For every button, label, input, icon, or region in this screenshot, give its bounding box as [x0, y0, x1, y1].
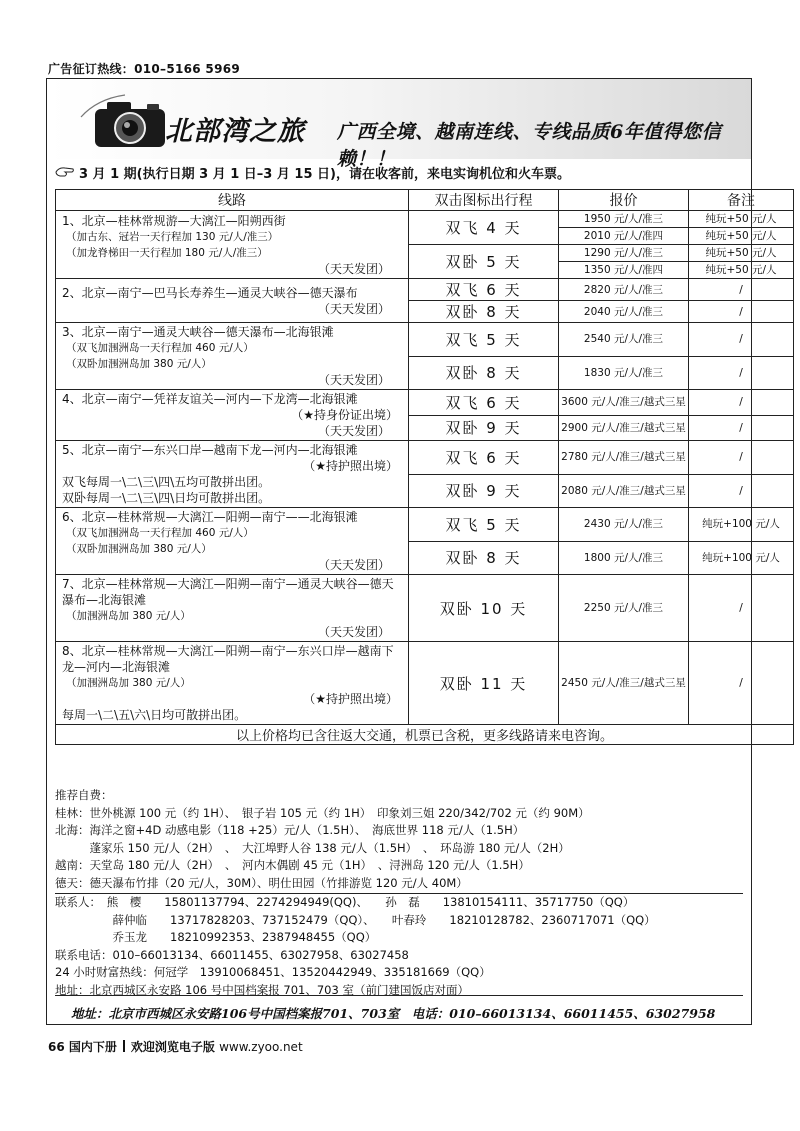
section-name: 国内下册 — [68, 1040, 117, 1054]
trip-option[interactable]: 双卧 8 天 — [409, 541, 559, 575]
table-row — [56, 575, 794, 642]
footer-divider — [123, 1040, 125, 1052]
remark-cell: / — [689, 441, 794, 475]
route-cell — [56, 508, 409, 575]
remark-cell: / — [689, 390, 794, 416]
trip-option[interactable]: 双卧 5 天 — [409, 245, 559, 279]
route-cell — [56, 642, 409, 725]
table-header-row — [56, 190, 794, 211]
extras-section — [55, 787, 743, 999]
remark-cell: 纯玩+50 元/人 — [689, 228, 794, 245]
trip-option[interactable]: 双卧 9 天 — [409, 415, 559, 441]
trip-option[interactable]: 双卧 8 天 — [409, 356, 559, 390]
route-extra: 双飞每周一\二\三\四\五均可散拼出团。 — [62, 475, 271, 489]
route-title: 4、北京—南宁—凭祥友谊关—河内—下龙湾—北海银滩 — [62, 392, 358, 406]
table-row — [56, 390, 794, 416]
contact-line: 乔玉龙 18210992353、2387948455（QQ） — [55, 930, 377, 944]
contact-line: 24 小时财富热线：何冠学 13910068451、13520442949、335181669（QQ） — [55, 965, 491, 979]
price-cell: 2040 元/人/准三 — [559, 301, 689, 323]
page-footer — [48, 1038, 303, 1055]
contact-line: 联系电话：010–66013134、66011455、63027958、63027458 — [55, 947, 409, 962]
table-row — [56, 642, 794, 725]
remark-cell: / — [689, 575, 794, 642]
routes-table — [55, 189, 794, 745]
header-days: 双击图标出行程 — [409, 190, 559, 211]
route-sub: （双卧加涠洲岛加 380 元/人） — [66, 358, 212, 370]
price-cell: 2430 元/人/准三 — [559, 508, 689, 542]
extras-title: 推荐自费： — [55, 788, 113, 802]
route-cell — [56, 279, 409, 323]
trip-option[interactable]: 双飞 5 天 — [409, 323, 559, 357]
trip-option[interactable]: 双飞 5 天 — [409, 508, 559, 542]
camera-icon — [77, 91, 177, 149]
trip-option[interactable]: 双飞 6 天 — [409, 390, 559, 416]
route-cell — [56, 575, 409, 642]
pointing-hand-icon — [55, 166, 75, 178]
route-sub: （加龙脊梯田一天行程加 180 元/人/准三） — [66, 246, 268, 259]
price-cell: 2540 元/人/准三 — [559, 323, 689, 357]
route-cell — [56, 390, 409, 441]
remark-cell: 纯玩+50 元/人 — [689, 245, 794, 262]
brand-title: 北部湾之旅 — [165, 116, 305, 147]
table-row — [56, 279, 794, 301]
route-sub: （加涠洲岛加 380 元/人） — [66, 677, 191, 689]
remark-cell: / — [689, 301, 794, 323]
ad-banner — [47, 79, 751, 170]
extras-line: 北海：海洋之窗+4D 动感电影（118 +25）元/人（1.5H）、 海底世界 118 元/人（1.5H） — [55, 823, 525, 837]
remark-cell: / — [689, 279, 794, 301]
trip-option[interactable]: 双飞 4 天 — [409, 211, 559, 245]
route-note: （★持护照出境） — [303, 692, 398, 706]
route-cell — [56, 441, 409, 508]
route-daily: （天天发团） — [317, 261, 390, 276]
trip-option[interactable]: 双卧 8 天 — [409, 301, 559, 323]
price-cell: 1800 元/人/准三 — [559, 541, 689, 575]
extras-line: 桂林：世外桃源 100 元（约 1H）、 银子岩 105 元（约 1H） 印象刘三姐 220/342/702 元（约 90M） — [55, 805, 590, 820]
header-price: 报价 — [559, 190, 689, 211]
price-cell: 3600 元/人/准三/越式三星 — [559, 390, 689, 416]
price-cell: 1950 元/人/准三 — [559, 211, 689, 228]
header-route: 线路 — [56, 190, 409, 211]
extras-line: 越南：天堂岛 180 元/人（2H） 、 河内木偶剧 45 元（1H） 、浔洲岛 120 元/人（1.5H） — [55, 858, 530, 872]
extras-line: 德天：德天瀑布竹排（20 元/人，30M）、明仕田园（竹排游览 120 元/人 40M） — [55, 875, 468, 890]
price-cell: 1830 元/人/准三 — [559, 356, 689, 390]
route-extra: 每周一\二\五\六\日均可散拼出团。 — [62, 708, 247, 722]
route-sub: （双卧加涠洲岛加 380 元/人） — [66, 543, 212, 555]
header-remark: 备注 — [689, 190, 794, 211]
table-row — [56, 211, 794, 228]
footer-url[interactable]: www.zyoo.net — [219, 1040, 303, 1054]
route-extra: 双卧每周一\二\三\四\日均可散拼出团。 — [62, 491, 271, 505]
price-cell: 2250 元/人/准三 — [559, 575, 689, 642]
page-number: 66 — [48, 1040, 65, 1054]
price-cell: 2820 元/人/准三 — [559, 279, 689, 301]
table-row — [56, 508, 794, 542]
notice-text: 3 月 1 期(执行日期 3 月 1 日–3 月 15 日)，请在收客前，来电实询机位和火车票。 — [79, 167, 570, 182]
extras-line: 蓬家乐 150 元/人（2H） 、 大江埠野人谷 138 元/人（1.5H） 、 环岛游 180 元/人（2H） — [55, 840, 570, 855]
route-daily: （天天发团） — [317, 301, 390, 316]
remark-cell: 纯玩+100 元/人 — [689, 541, 794, 575]
route-sub: （加涠洲岛加 380 元/人） — [66, 610, 191, 622]
trip-option[interactable]: 双卧 10 天 — [409, 575, 559, 642]
address-bar: 地址：北京市西城区永安路106号中国档案报701、703室 电话：010–66013134、66011455、63027958 — [55, 995, 743, 1022]
price-cell: 2450 元/人/准三/越式三星 — [559, 642, 689, 725]
contact-line: 薛仲临 13717828203、737152479（QQ）、 叶春玲 18210128782、2360717071（QQ） — [55, 912, 656, 927]
table-row — [56, 323, 794, 357]
ad-frame — [46, 78, 780, 1025]
route-sub: （加古东、冠岩一天行程加 130 元/人/准三） — [66, 230, 279, 243]
route-daily: （天天发团） — [317, 625, 390, 639]
trip-option[interactable]: 双飞 6 天 — [409, 441, 559, 475]
route-note: （★持护照出境） — [303, 459, 398, 473]
route-sub: （双飞加涠洲岛一天行程加 460 元/人） — [66, 342, 254, 354]
contact-line: 联系人： 熊 樱 15801137794、2274294949(QQ)、 孙 磊 13810154111、35717750（QQ） — [55, 895, 635, 909]
trip-option[interactable]: 双卧 11 天 — [409, 642, 559, 725]
route-sub: （双飞加涠洲岛一天行程加 460 元/人） — [66, 527, 254, 539]
route-note: （★持身份证出境） — [291, 408, 398, 422]
route-title: 3、北京—南宁—通灵大峡谷—德天瀑布—北海银滩 — [62, 325, 334, 339]
contact-line: 地址：北京西城区永安路 106 号中国档案报 701、703 室（前门建国饭店对面） — [55, 982, 469, 997]
footer-slogan: 欢迎浏览电子版 — [130, 1040, 215, 1054]
route-title: 6、北京—桂林常规—大漓江—阳朔—南宁——北海银滩 — [62, 510, 358, 524]
price-cell: 1350 元/人/准四 — [559, 262, 689, 279]
notice-line — [55, 163, 570, 182]
remark-cell: / — [689, 642, 794, 725]
remark-cell: / — [689, 323, 794, 357]
route-title: 8、北京—桂林常规—大漓江—阳朔—南宁—东兴口岸—越南下龙—河内—北海银滩 — [62, 644, 394, 674]
price-cell: 2080 元/人/准三/越式三星 — [559, 474, 689, 508]
remark-cell: / — [689, 356, 794, 390]
remark-cell: / — [689, 415, 794, 441]
trip-option[interactable]: 双卧 9 天 — [409, 474, 559, 508]
route-title: 2、北京—南宁—巴马长寿养生—通灵大峡谷—德天瀑布 — [62, 285, 358, 300]
route-daily: （天天发团） — [317, 558, 390, 572]
remark-cell: 纯玩+50 元/人 — [689, 262, 794, 279]
table-footnote: 以上价格均已含往返大交通，机票已含税，更多线路请来电咨询。 — [56, 725, 794, 745]
table-footnote-row — [56, 725, 794, 745]
price-cell: 2780 元/人/准三/越式三星 — [559, 441, 689, 475]
trip-option[interactable]: 双飞 6 天 — [409, 279, 559, 301]
route-title: 1、北京—桂林常规游—大漓江—阳朔西街 — [62, 213, 286, 228]
route-title: 5、北京—南宁—东兴口岸—越南下龙—河内—北海银滩 — [62, 443, 358, 457]
route-title: 7、北京—桂林常规—大漓江—阳朔—南宁—通灵大峡谷—德天瀑布—北海银滩 — [62, 577, 394, 607]
ad-hotline: 广告征订热线：010–5166 5969 — [48, 62, 241, 76]
price-cell: 1290 元/人/准三 — [559, 245, 689, 262]
remark-cell: 纯玩+100 元/人 — [689, 508, 794, 542]
route-cell — [56, 211, 409, 279]
brand-slogan: 广西全境、越南连线、专线品质6年值得您信赖！！ — [337, 121, 722, 170]
remark-cell: 纯玩+50 元/人 — [689, 211, 794, 228]
route-daily: （天天发团） — [317, 424, 390, 438]
route-daily: （天天发团） — [317, 373, 390, 387]
price-cell: 2010 元/人/准四 — [559, 228, 689, 245]
price-cell: 2900 元/人/准三/越式三星 — [559, 415, 689, 441]
table-row — [56, 441, 794, 475]
remark-cell: / — [689, 474, 794, 508]
route-cell — [56, 323, 409, 390]
